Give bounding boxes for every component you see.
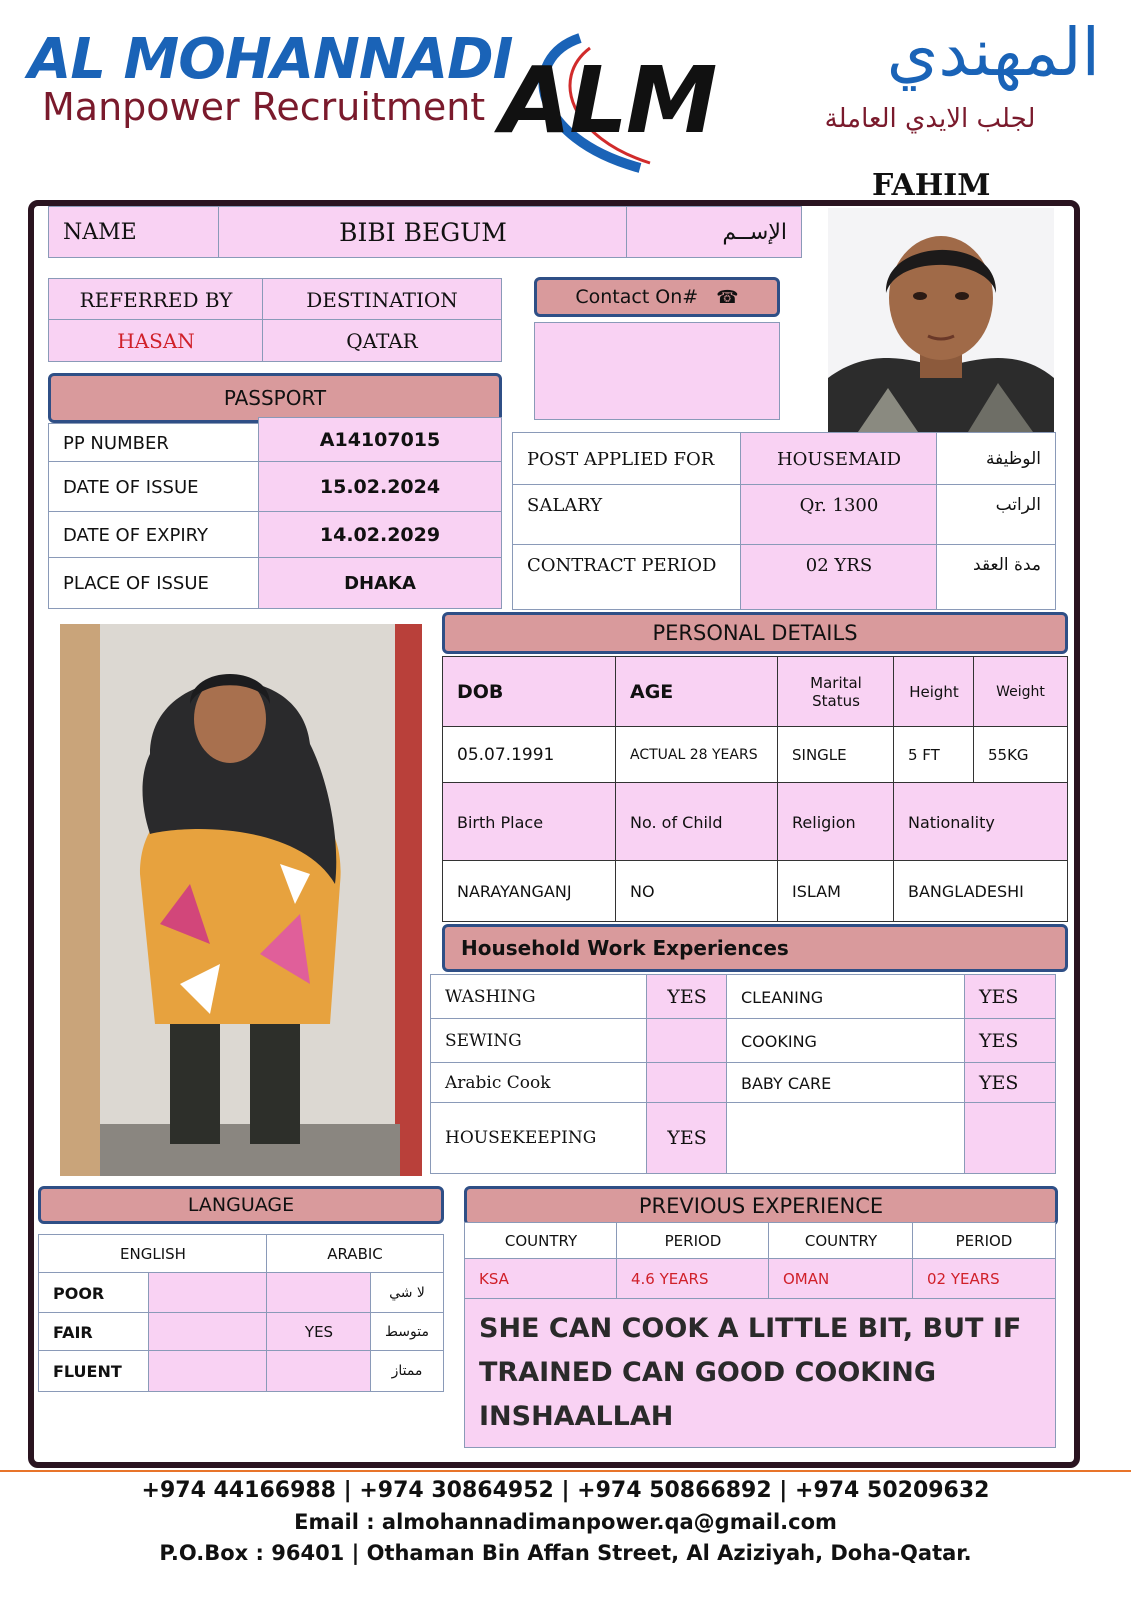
english-column-header: ENGLISH (38, 1234, 268, 1274)
prev-period-1-header: PERIOD (616, 1222, 770, 1260)
contact-value (534, 322, 780, 420)
footer-phones: +974 44166988 | +974 30864952 | +974 50866892 | +974 50209632 (141, 1478, 990, 1503)
washing-label: WASHING (430, 974, 648, 1020)
birth-place-label: Birth Place (442, 782, 617, 862)
height-label: Height (893, 656, 975, 728)
level-poor-label: POOR (38, 1272, 150, 1314)
sewing-label: SEWING (430, 1018, 648, 1064)
nationality-value: BANGLADESHI (893, 860, 1068, 922)
dob-label: DOB (442, 656, 617, 728)
arabic-cook-label: Arabic Cook (430, 1062, 648, 1104)
religion-value: ISLAM (777, 860, 895, 922)
english-fair (148, 1312, 268, 1352)
salary-label: SALARY (512, 484, 742, 546)
arabic-poor (266, 1272, 372, 1314)
candidate-full-photo (60, 624, 422, 1176)
footer-email: Email : almohannadimanpower.qa@gmail.com (294, 1510, 837, 1534)
place-of-issue-label: PLACE OF ISSUE (48, 557, 260, 609)
washing-value: YES (646, 974, 728, 1020)
contract-label: CONTRACT PERIOD (512, 544, 742, 610)
prev-country-2-header: COUNTRY (768, 1222, 914, 1260)
previous-experience-header: PREVIOUS EXPERIENCE (464, 1186, 1058, 1226)
date-of-issue-label: DATE OF ISSUE (48, 461, 260, 513)
remarks-box: SHE CAN COOK A LITTLE BIT, BUT IF TRAINED CAN GOOD COOKING INSHAALLAH (464, 1298, 1056, 1448)
arabic-fluent (266, 1350, 372, 1392)
name-label: NAME (48, 206, 220, 258)
cleaning-value: YES (964, 974, 1056, 1020)
brand-arabic-sub: لجلب الايدي العاملة (824, 104, 1036, 134)
household-header: Household Work Experiences (442, 924, 1068, 972)
cooking-value: YES (964, 1018, 1056, 1064)
place-of-issue-value: DHAKA (258, 557, 502, 609)
referred-by-label: REFERRED BY (48, 278, 264, 321)
arabic-cook-value (646, 1062, 728, 1104)
level-fair-label: FAIR (38, 1312, 150, 1352)
pp-number-value: A14107015 (258, 417, 502, 463)
dob-value: 05.07.1991 (442, 726, 617, 784)
language-header: LANGUAGE (38, 1186, 444, 1224)
pp-number-label: PP NUMBER (48, 423, 260, 463)
destination-label: DESTINATION (262, 278, 502, 321)
post-label-arabic: الوظيفة (936, 432, 1056, 486)
children-value: NO (615, 860, 779, 922)
household-blank-value (964, 1102, 1056, 1174)
destination-value: QATAR (262, 319, 502, 362)
contact-header (534, 277, 780, 317)
height-value: 5 FT (893, 726, 975, 784)
weight-label: Weight (973, 656, 1068, 728)
marital-status-label: Marital Status (777, 656, 895, 728)
post-value: HOUSEMAID (740, 432, 938, 486)
prev-country-1-header: COUNTRY (464, 1222, 618, 1260)
english-fluent (148, 1350, 268, 1392)
birth-place-value: NARAYANGANJ (442, 860, 617, 922)
prev-period-1: 4.6 YEARS (616, 1258, 770, 1300)
household-blank-label (726, 1102, 966, 1174)
brand-arabic: المهندي (886, 14, 1100, 91)
arabic-column-header: ARABIC (266, 1234, 444, 1274)
referred-by-value: HASAN (48, 319, 264, 362)
prev-country-1: KSA (464, 1258, 618, 1300)
personal-details-title: PERSONAL DETAILS (652, 621, 858, 645)
brand-name: AL MOHANNADI (28, 27, 513, 92)
weight-value: 55KG (973, 726, 1068, 784)
level-poor-arabic: لا شي (370, 1272, 444, 1314)
post-label: POST APPLIED FOR (512, 432, 742, 486)
level-fluent-arabic: ممتاز (370, 1350, 444, 1392)
cleaning-label: CLEANING (726, 974, 966, 1020)
housekeeping-label: HOUSEKEEPING (430, 1102, 648, 1174)
sewing-value (646, 1018, 728, 1064)
brand-tagline: Manpower Recruitment (42, 85, 486, 129)
level-fluent-label: FLUENT (38, 1350, 150, 1392)
personal-details-header (442, 612, 1068, 654)
candidate-name: BIBI BEGUM (218, 206, 628, 258)
religion-label: Religion (777, 782, 895, 862)
date-of-expiry-value: 14.02.2029 (258, 511, 502, 559)
alm-logo-text: ALM (500, 47, 716, 154)
marital-status-value: SINGLE (777, 726, 895, 784)
contact-label: Contact On# (575, 286, 699, 308)
name-label-arabic: الإســم (626, 206, 802, 258)
age-label: AGE (615, 656, 779, 728)
agent-name: FAHIM (872, 168, 991, 203)
phone-icon: ☎ (716, 286, 739, 308)
prev-period-2: 02 YEARS (912, 1258, 1056, 1300)
prev-period-2-header: PERIOD (912, 1222, 1056, 1260)
baby-care-label: BABY CARE (726, 1062, 966, 1104)
age-value: ACTUAL 28 YEARS (615, 726, 779, 784)
arabic-fair: YES (266, 1312, 372, 1352)
contract-label-arabic: مدة العقد (936, 544, 1056, 610)
english-poor (148, 1272, 268, 1314)
date-of-issue-value: 15.02.2024 (258, 461, 502, 513)
prev-country-2: OMAN (768, 1258, 914, 1300)
nationality-label: Nationality (893, 782, 1068, 862)
children-label: No. of Child (615, 782, 779, 862)
candidate-face-photo (828, 208, 1054, 432)
contract-value: 02 YRS (740, 544, 938, 610)
baby-care-value: YES (964, 1062, 1056, 1104)
date-of-expiry-label: DATE OF EXPIRY (48, 511, 260, 559)
salary-label-arabic: الراتب (936, 484, 1056, 546)
passport-header: PASSPORT (48, 373, 502, 423)
housekeeping-value: YES (646, 1102, 728, 1174)
footer-address: P.O.Box : 96401 | Othaman Bin Affan Street, Al Aziziyah, Doha-Qatar. (159, 1541, 972, 1565)
level-fair-arabic: متوسط (370, 1312, 444, 1352)
footer-divider (0, 1470, 1131, 1472)
cooking-label: COOKING (726, 1018, 966, 1064)
salary-value: Qr. 1300 (740, 484, 938, 546)
